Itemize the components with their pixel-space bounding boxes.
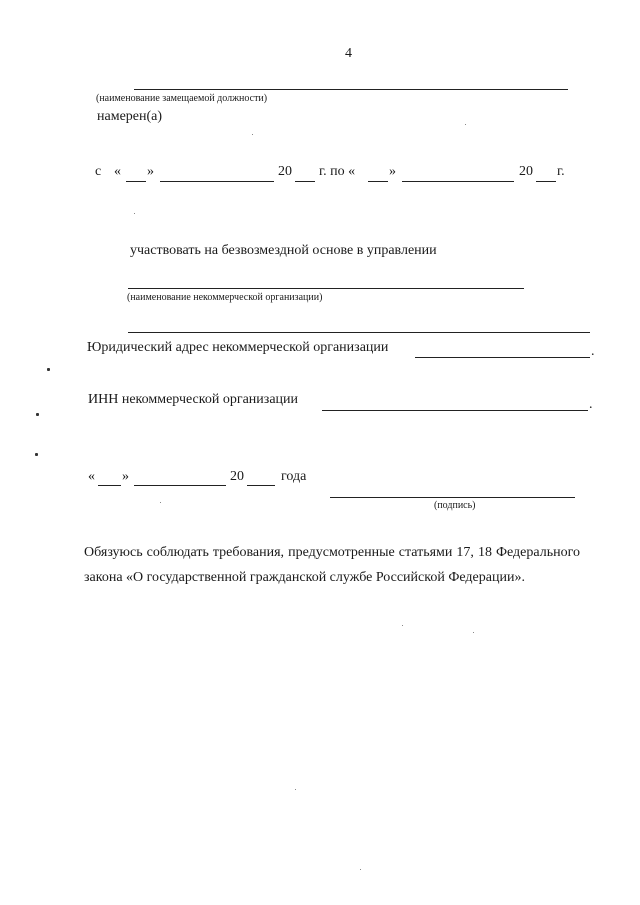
legal-address-label: Юридический адрес некоммерческой организации (87, 340, 389, 355)
scan-mark (35, 453, 38, 456)
scan-speck (160, 502, 161, 503)
inn-label: ИНН некоммерческой организации (88, 392, 299, 407)
period-to-close-quote: » (389, 164, 396, 179)
signature-field[interactable] (330, 497, 575, 498)
date-year-prefix: 20 (230, 469, 244, 484)
legal-address-field[interactable] (415, 357, 590, 358)
scan-speck (252, 134, 253, 135)
period-from-open-quote: « (114, 164, 121, 179)
participate-text: участвовать на безвозмездной основе в управлении (130, 243, 437, 258)
period-to-day-field[interactable] (368, 181, 388, 182)
scan-speck (465, 124, 466, 125)
date-year-word: года (281, 469, 307, 484)
date-day-field[interactable] (98, 485, 121, 486)
scan-mark (47, 368, 50, 371)
period-from-month-field[interactable] (160, 181, 274, 182)
period-from-year-field[interactable] (295, 181, 315, 182)
inn-dot: . (589, 397, 593, 412)
commitment-paragraph: Обязуюсь соблюдать требования, предусмотренные статьями 17, 18 Федерального закона «О государственной гражданской службе Российской Федерации». (84, 545, 580, 585)
org-name-hint: (наименование некоммерческой организации) (127, 292, 323, 303)
period-to-year-suffix: г. (557, 164, 565, 179)
page-number: 4 (345, 46, 352, 61)
scan-speck (295, 789, 296, 790)
scan-mark (36, 413, 39, 416)
date-year-field[interactable] (247, 485, 275, 486)
scan-speck (134, 213, 135, 214)
scan-speck (360, 869, 361, 870)
intend-label: намерен(а) (97, 109, 163, 124)
period-to-connector: г. по « (319, 164, 356, 179)
date-close-quote: » (122, 469, 129, 484)
date-open-quote: « (88, 469, 95, 484)
period-from-close-quote: » (147, 164, 154, 179)
date-month-field[interactable] (134, 485, 226, 486)
position-hint: (наименование замещаемой должности) (96, 93, 268, 104)
period-to-year-field[interactable] (536, 181, 556, 182)
period-to-year-prefix: 20 (519, 164, 533, 179)
org-name-field-line[interactable] (128, 288, 524, 289)
position-field-line[interactable] (134, 89, 568, 90)
scan-speck (402, 625, 403, 626)
period-from-prefix: с (95, 164, 102, 179)
period-to-month-field[interactable] (402, 181, 514, 182)
period-from-day-field[interactable] (126, 181, 146, 182)
scan-speck (473, 632, 474, 633)
inn-field[interactable] (322, 410, 588, 411)
period-from-year-prefix: 20 (278, 164, 292, 179)
org-name-field-line-2[interactable] (128, 332, 590, 333)
signature-hint: (подпись) (434, 500, 476, 511)
legal-address-dot: . (591, 344, 595, 359)
